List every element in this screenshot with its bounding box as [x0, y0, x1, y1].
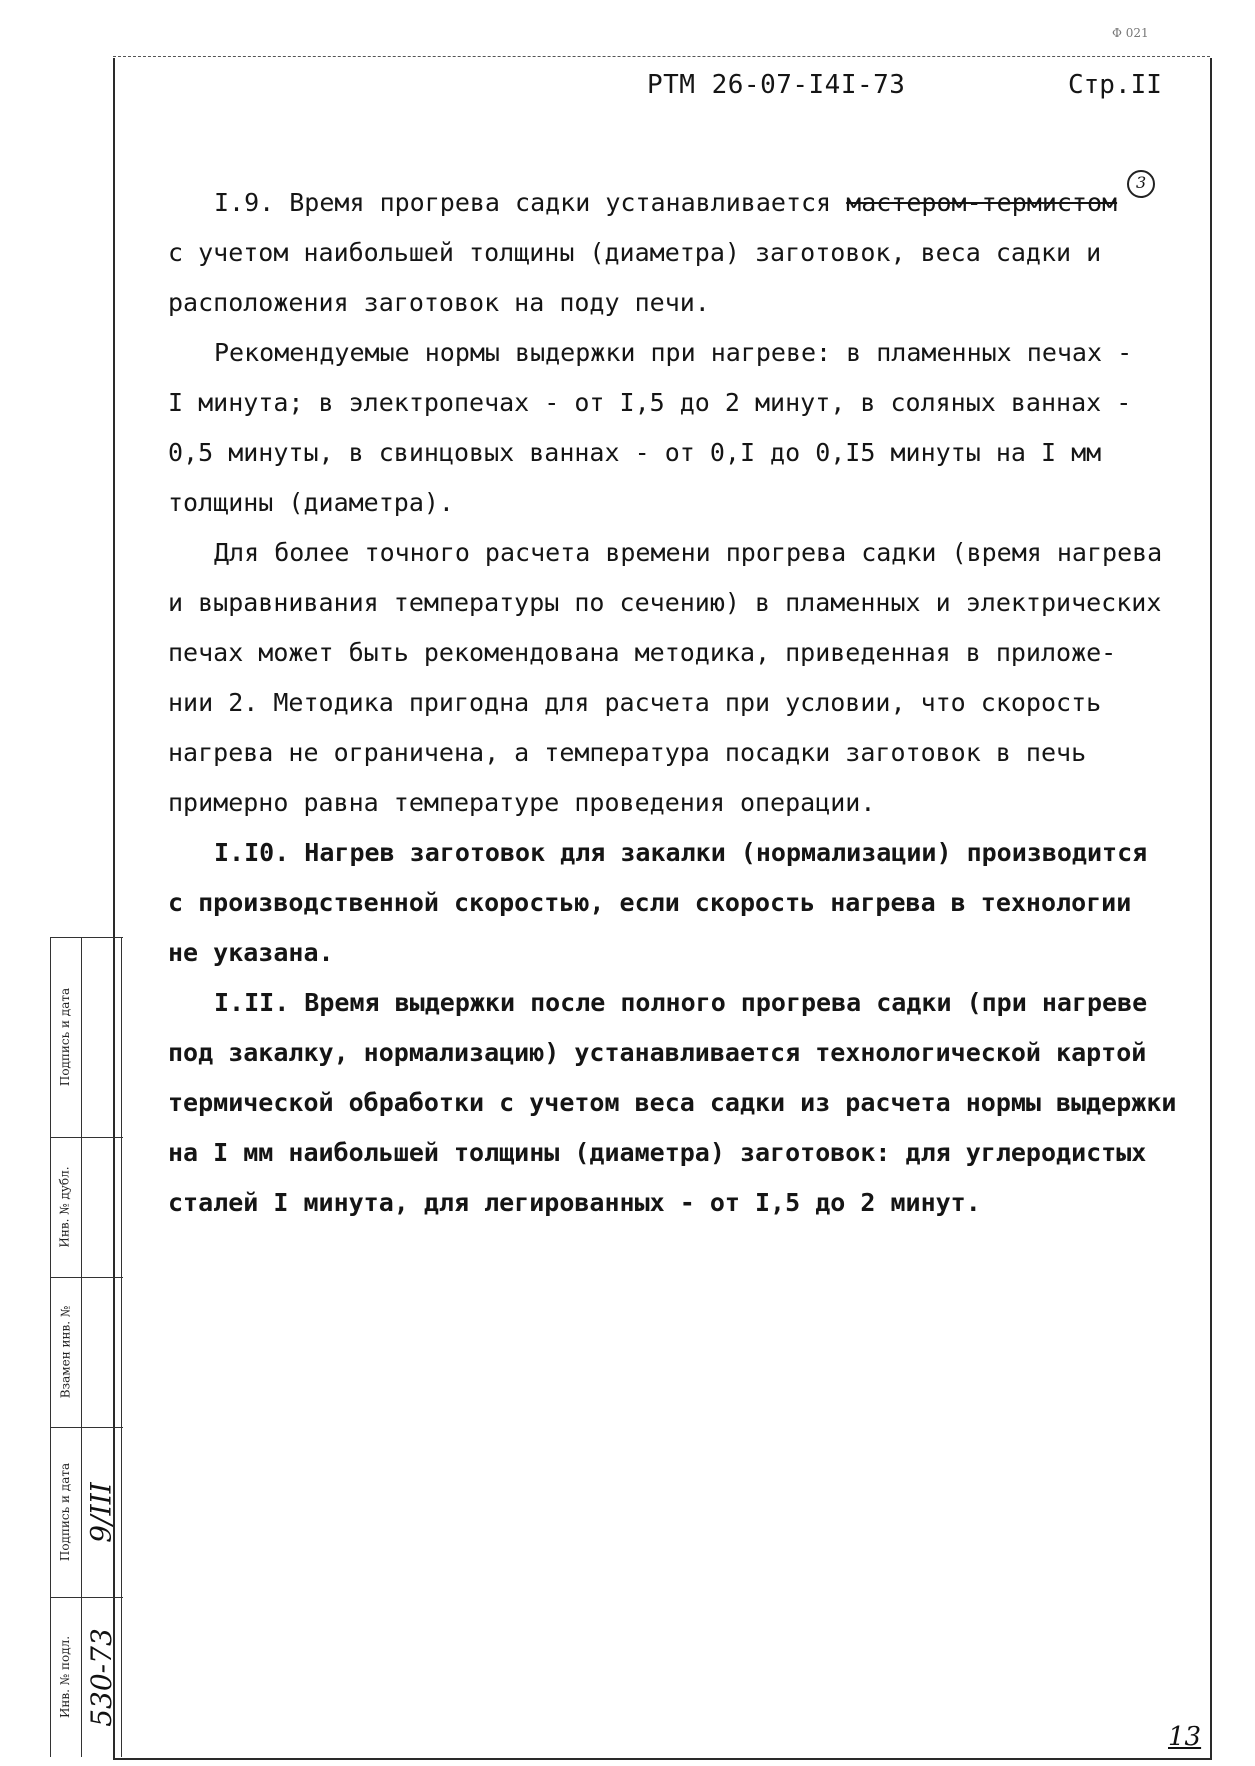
paragraph-1-line-3: расположения заготовок на поду печи. — [168, 288, 710, 317]
paragraph-3-line-3: печах может быть рекомендована методика, приведенная в приложе- — [168, 638, 1117, 667]
stamp-signature-date-1: Подпись и дата — [58, 987, 73, 1087]
paragraph-4-line-2: с производственной скоростью, если скорость нагрева в технологии — [168, 888, 1132, 917]
registration-stamp — [50, 937, 122, 1757]
paragraph-2-line-2: I минута; в электропечах - от I,5 до 2 минут, в соляных ваннах - — [168, 388, 1132, 417]
paragraph-3-line-1: Для более точного расчета времени прогрева садки (время нагрева — [214, 538, 1163, 567]
paragraph-3-line-5: нагрева не ограничена, а температура посадки заготовок в печь — [168, 738, 1087, 767]
paragraph-3-line-2: и выравнивания температуры по сечению) в пламенных и электрических — [168, 588, 1162, 617]
paragraph-4-line-3: не указана. — [168, 938, 334, 967]
paragraph-3-line-4: нии 2. Методика пригодна для расчета при условии, что скорость — [168, 688, 1102, 717]
document-number: РТМ 26-07-I4I-73 — [647, 70, 906, 100]
paragraph-2-line-4: толщины (диаметра). — [168, 488, 454, 517]
paragraph-1-line-2: с учетом наибольшей толщины (диаметра) заготовок, веса садки и — [168, 238, 1102, 267]
paragraph-4-line-1: I.I0. Нагрев заготовок для закалки (нормализации) производится — [214, 838, 1148, 867]
handwritten-page-number: 13 — [1168, 1722, 1202, 1752]
paragraph-5-line-1: I.II. Время выдержки после полного прогрева садки (при нагреве — [214, 988, 1148, 1017]
revision-mark: 3 — [1127, 170, 1155, 198]
paragraph-5-line-5: сталей I минута, для легированных - от I,5 до 2 минут. — [168, 1188, 981, 1217]
paragraph-1-line-1: I.9. Время прогрева садки устанавливается мастером-термистом3 — [168, 178, 1208, 228]
paragraph-5-line-3: термической обработки с учетом веса садки из расчета нормы выдержки — [168, 1088, 1177, 1117]
form-code: Ф 021 — [1112, 26, 1149, 40]
page-label: Стр.II — [1068, 70, 1162, 100]
stamp-original-inv: Инв. № подл. — [58, 1635, 73, 1719]
paragraph-2-line-1: Рекомендуемые нормы выдержки при нагреве: в пламенных печах - — [214, 338, 1133, 367]
stamp-original-inv-value: 530-73 — [84, 1627, 118, 1727]
top-rule — [113, 56, 1210, 57]
stamp-replace-inv: Взамен инв. № — [58, 1305, 73, 1399]
stamp-signature-date-2: Подпись и дата — [58, 1462, 73, 1562]
struck-text: мастером-термистом — [846, 188, 1118, 217]
paragraph-5-line-2: под закалку, нормализацию) устанавливается технологической картой — [168, 1038, 1147, 1067]
stamp-signature-date-2-value: 9/III — [84, 1481, 118, 1543]
paragraph-2-line-3: 0,5 минуты, в свинцовых ваннах - от 0,I до 0,I5 минуты на I мм — [168, 438, 1102, 467]
stamp-dup-inv: Инв. № дубл. — [58, 1166, 73, 1248]
paragraph-3-line-6: примерно равна температуре проведения операции. — [168, 788, 876, 817]
body-text — [168, 173, 1208, 1228]
paragraph-5-line-4: на I мм наибольшей толщины (диаметра) заготовок: для углеродистых — [168, 1138, 1147, 1167]
